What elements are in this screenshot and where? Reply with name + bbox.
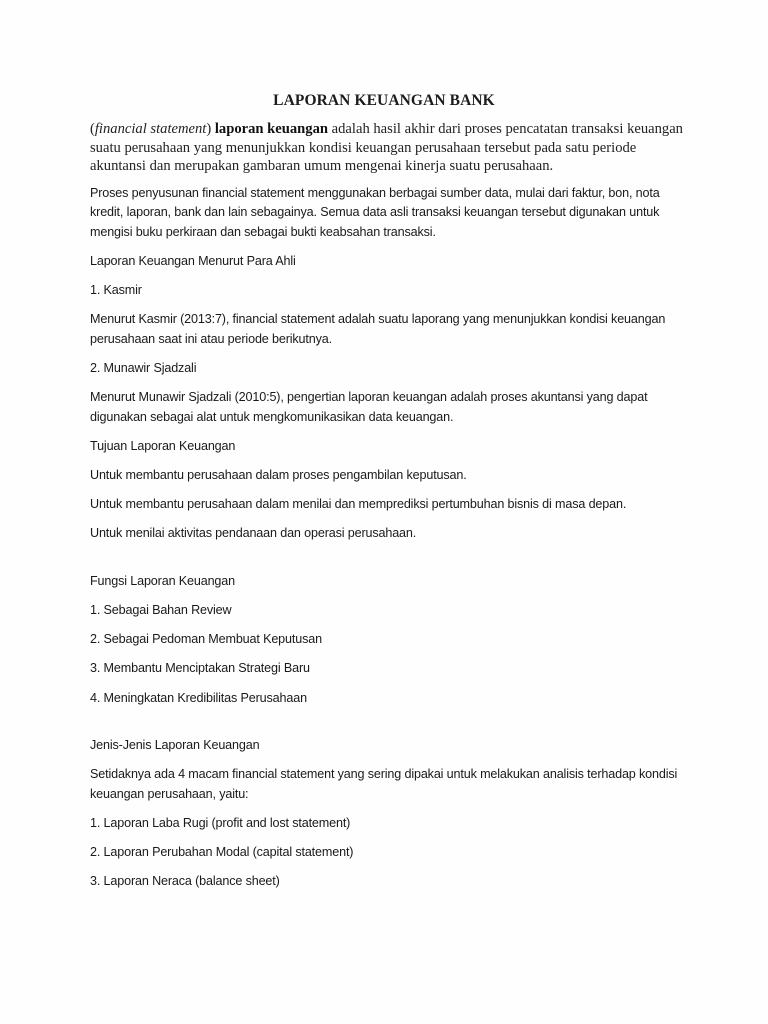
ahli-text-1: Menurut Kasmir (2013:7), financial statement adalah suatu laporang yang menunjukkan kondisi keuangan perusahaan saat ini atau periode berikutnya. [90,312,666,346]
document-body [90,184,690,902]
tujuan-item-1: Untuk membantu perusahaan dalam proses pengambilan keputusan. [90,468,467,483]
intro-paragraph: (financial statement) laporan keuangan adalah hasil akhir dari proses pencatatan transaksi keuangan suatu perusahaan yang menunjukkan kondisi keuangan perusahaan tersebut pada satu periode akuntansi dan merupakan gambaran umum mengenai kinerja suatu perusahaan. [90,121,683,174]
tujuan-item-2: Untuk membantu perusahaan dalam menilai dan memprediksi pertumbuhan bisnis di masa depan. [90,497,627,512]
intro-text: adalah hasil akhir dari proses pencatatan transaksi keuangan suatu perusahaan yang menunjukkan kondisi keuangan perusahaan tersebut pada satu periode akuntansi dan merupakan gambaran umum mengenai kinerja suatu perusahaan. [90,121,683,174]
fungsi-item-3: 3. Membantu Menciptakan Strategi Baru [90,661,310,676]
ahli-name-1: 1. Kasmir [90,283,142,298]
document-title: LAPORAN KEUANGAN BANK [273,92,495,109]
intro-italic-term: financial statement [94,121,207,137]
section-heading-jenis: Jenis-Jenis Laporan Keuangan [90,738,260,753]
jenis-item-2: 2. Laporan Perubahan Modal (capital statement) [90,845,354,860]
fungsi-item-4: 4. Meningkatan Kredibilitas Perusahaan [90,690,307,705]
paragraph-proses: Proses penyusunan financial statement menggunakan berbagai sumber data, mulai dari faktur, bon, nota kredit, laporan, bank dan lain sebagainya. Semua data asli transaksi keuangan tersebut digunakan untuk mengisi buku perkiraan dan sebagai bukti keabsahan transaksi. [90,186,660,239]
jenis-intro: Setidaknya ada 4 macam financial statement yang sering dipakai untuk melakukan analisis terhadap kondisi keuangan perusahaan, yaitu: [90,767,678,801]
intro-bold-term: laporan keuangan [214,121,328,137]
tujuan-item-3: Untuk menilai aktivitas pendanaan dan operasi perusahaan. [90,526,417,541]
fungsi-item-2: 2. Sebagai Pedoman Membuat Keputusan [90,632,322,647]
section-heading-tujuan: Tujuan Laporan Keuangan [90,438,236,453]
jenis-item-1: 1. Laporan Laba Rugi (profit and lost statement) [90,815,351,830]
section-heading-ahli: Laporan Keuangan Menurut Para Ahli [90,254,296,269]
fungsi-item-1: 1. Sebagai Bahan Review [90,603,232,618]
ahli-text-2: Menurut Munawir Sjadzali (2010:5), pengertian laporan keuangan adalah proses akuntansi yang dapat digunakan sebagai alat untuk mengkomunikasikan data keuangan. [90,390,648,424]
jenis-item-3: 3. Laporan Neraca (balance sheet) [90,874,280,889]
section-heading-fungsi: Fungsi Laporan Keuangan [90,573,235,588]
ahli-name-2: 2. Munawir Sjadzali [90,361,197,376]
